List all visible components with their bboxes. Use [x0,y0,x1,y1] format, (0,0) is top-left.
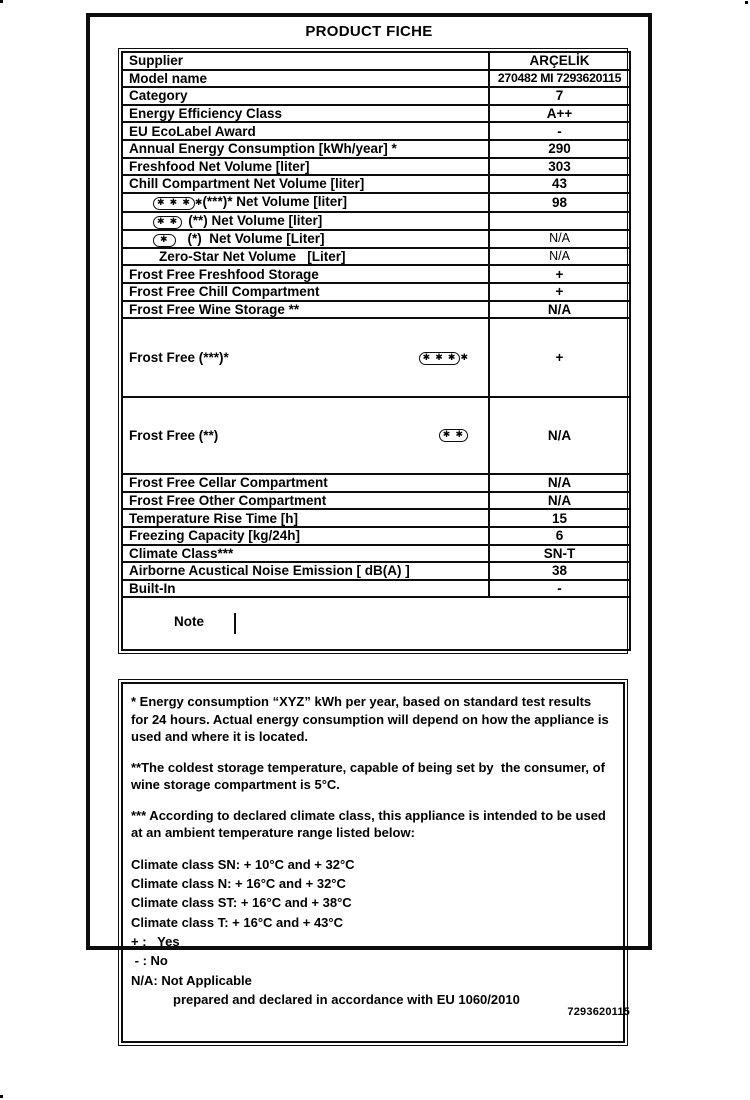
table-row-1star-volume [122,230,630,248]
table-row-supplier [122,52,630,70]
row-value: N/A [489,301,630,319]
row-value: N/A [489,474,630,492]
row-label: Category [122,87,489,105]
climate-class-t: Climate class T: + 16°C and + 43°C [131,914,343,930]
table-row-model-name [122,70,630,88]
table-row-ff-cellar [122,474,630,492]
corner-mark [0,0,3,3]
freezer-3-star-icon: ✱ ✱ ✱ [153,197,195,210]
table-row-ff-other [122,492,630,510]
corner-mark [745,1,748,4]
row-value: SN-T [489,545,630,563]
table-row-category [122,87,630,105]
footnote-energy: * Energy consumption “XYZ” kWh per year, based on standard test results for 24 hours. Actual energy consumption will depend on how the appliance is used and where it is located. [131,694,613,745]
row-label: Temperature Rise Time [h] [122,509,489,527]
row-value: 6 [489,527,630,545]
row-label: (***)* Net Volume [liter] [202,193,347,209]
row-label: Chill Compartment Net Volume [liter] [122,175,489,193]
row-label: Frost Free Wine Storage ** [122,301,489,319]
climate-class-st: Climate class ST: + 16°C and + 38°C [131,895,352,911]
row-value [489,212,630,230]
row-label: Freshfood Net Volume [liter] [122,158,489,176]
row-value: 290 [489,140,630,158]
table-row-noise [122,562,630,580]
row-label: Model name [122,70,489,88]
row-value: 15 [489,509,630,527]
table-row-note [122,597,630,650]
row-label: Freezing Capacity [kg/24h] [122,527,489,545]
table-row-zero-star-volume [122,248,630,266]
corner-mark [0,1095,3,1098]
row-value: A++ [489,105,630,123]
row-label: Built-In [122,580,489,598]
climate-class-n: Climate class N: + 16°C and + 32°C [131,876,346,892]
row-label: Zero-Star Net Volume [Liter] [122,248,489,266]
row-value: N/A [489,397,630,474]
table-row-ff-3star [122,318,630,397]
row-value: + [489,318,630,397]
row-label: Energy Efficiency Class [122,105,489,123]
row-value: 270482 MI 7293620115 [489,70,630,88]
legend-minus: - : No [131,953,168,969]
row-label: Frost Free (***)* [129,350,229,366]
product-fiche-table [118,48,628,654]
table-row-freshfood-volume [122,158,630,176]
table-row-climate-class [122,545,630,563]
table-row-ff-chill [122,283,630,301]
table-row-3star-volume [122,193,630,212]
row-label: Annual Energy Consumption [kWh/year] * [122,140,489,158]
row-value: N/A [489,230,630,248]
row-value: + [489,265,630,283]
table-row-annual-energy [122,140,630,158]
row-label: Airborne Acustical Noise Emission [ dB(A) ] [122,562,489,580]
legend-na: N/A: Not Applicable [131,972,252,988]
table-row-freezing-capacity [122,527,630,545]
table-row-2star-volume [122,212,630,230]
page-title: PRODUCT FICHE [305,23,433,40]
table-row-temp-rise [122,509,630,527]
row-value: 303 [489,158,630,176]
freezer-2-star-icon: ✱ ✱ [153,216,182,229]
table-row-energy-class [122,105,630,123]
row-label: Climate Class*** [122,545,489,563]
freezer-1-star-icon: ✱ [153,234,176,247]
row-value: N/A [489,248,630,266]
freezer-3-star-icon: ✱ ✱ ✱ [419,352,461,365]
row-value: 43 [489,175,630,193]
row-label: (*) Net Volume [Liter] [187,230,325,246]
climate-class-sn: Climate class SN: + 10°C and + 32°C [131,856,355,872]
table-row-ff-freshfood [122,265,630,283]
document-code: 7293620115 [567,1006,630,1018]
legend-plus: + : Yes [131,933,180,949]
row-value: N/A [489,492,630,510]
row-label: Frost Free Cellar Compartment [122,474,489,492]
row-label: Supplier [122,52,489,70]
row-value: - [489,122,630,140]
fiche-outer-box [86,13,652,1007]
footnotes-box [118,679,628,1046]
table-row-chill-volume [122,175,630,193]
row-value: 38 [489,562,630,580]
table-row-ff-2star [122,397,630,474]
row-value: + [489,283,630,301]
table-row-ecolabel [122,122,630,140]
star-icon: ✱ [194,197,203,208]
row-label: Frost Free Freshfood Storage [122,265,489,283]
table-row-ff-wine [122,301,630,319]
row-label: Frost Free (**) [129,428,219,444]
row-value: 7 [489,87,630,105]
row-label: EU EcoLabel Award [122,122,489,140]
row-label: (**) Net Volume [liter] [188,212,323,228]
footnote-climate-class: *** According to declared climate class, this appliance is intended to be used at an ambient temperature range listed below: [131,807,610,841]
row-label: Frost Free Chill Compartment [122,283,489,301]
star-icon: ✱ [460,353,468,364]
row-label: Frost Free Other Compartment [122,492,489,510]
row-value: 98 [489,193,630,212]
compliance-statement: prepared and declared in accordance with EU 1060/2010 [173,991,520,1007]
table-row-built-in [122,580,630,598]
row-value: ARÇELİK [489,52,630,70]
freezer-2-star-icon: ✱ ✱ [439,429,468,442]
row-value: - [489,580,630,598]
note-label: Note [168,613,236,634]
footnote-wine-storage: **The coldest storage temperature, capable of being set by the consumer, of wine storage compartment is 5°C. [131,759,609,793]
